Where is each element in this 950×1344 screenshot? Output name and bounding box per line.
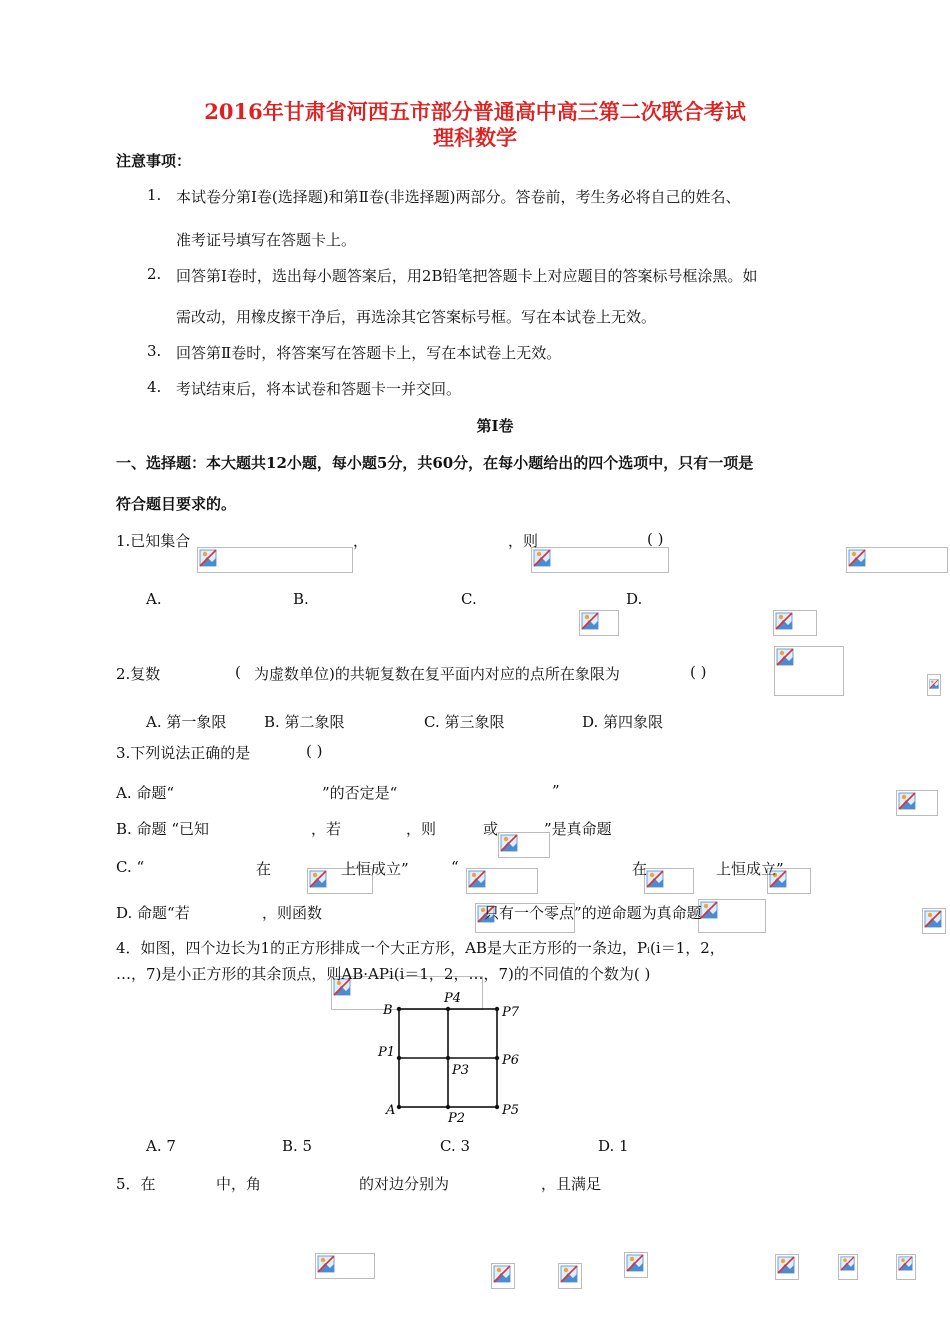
point-p1 — [397, 1056, 401, 1060]
question-1-prefix: 1.已知集合 — [116, 532, 191, 550]
broken-image-icon — [924, 910, 942, 928]
formula-image — [644, 868, 694, 894]
question-5-opposite: 的对边分别为 — [359, 1175, 450, 1193]
q3-option-a-prefix: A. 命题“ — [116, 784, 175, 802]
label-p1: P1 — [378, 1045, 396, 1060]
q4-option-b: B. 5 — [282, 1137, 313, 1155]
point-a — [397, 1105, 401, 1109]
question-5-end: ，且满足 — [541, 1175, 602, 1193]
formula-image — [466, 868, 538, 894]
q1-option-b: B. — [293, 590, 309, 608]
part1-instructions-line1: 一、选择题：本大题共12小题，每小题5分，共60分，在每小题给出的四个选项中，只有一项是 — [116, 454, 754, 472]
notice-3-line1: 回答第Ⅱ卷时，将答案写在答题卡上，写在本试卷上无效。 — [176, 344, 562, 362]
label-p5: P5 — [502, 1103, 520, 1118]
formula-image — [838, 1254, 858, 1280]
broken-image-icon — [493, 1265, 511, 1283]
notice-1-line1: 本试卷分第Ⅰ卷(选择题)和第Ⅱ卷(非选择题)两部分。答卷前，考生务必将自己的姓名、 — [176, 188, 741, 206]
q4-option-d: D. 1 — [598, 1137, 629, 1155]
formula-image — [773, 610, 817, 636]
question-1-answer-paren: ( ) — [647, 530, 664, 548]
formula-image — [579, 610, 619, 636]
broken-image-icon — [775, 612, 793, 630]
q2-option-a: A. 第一象限 — [146, 713, 227, 731]
q3-option-c-prefix: C. “ — [116, 858, 145, 876]
broken-image-icon — [309, 870, 327, 888]
q1-option-a: A. — [146, 590, 162, 608]
q3-option-a-end: ” — [552, 782, 560, 800]
broken-image-icon — [646, 870, 664, 888]
point-p5 — [495, 1105, 499, 1109]
broken-image-icon — [317, 1255, 335, 1273]
broken-image-icon — [533, 549, 551, 567]
q3-option-d-prefix: D. 命题“若 — [116, 904, 190, 922]
formula-image — [896, 1254, 916, 1280]
formula-image — [922, 908, 946, 934]
q3-option-c-quote: “ — [451, 858, 459, 876]
question-3-stem: 3.下列说法正确的是 — [116, 744, 251, 762]
q3-option-d-func: ，则函数 — [262, 904, 323, 922]
point-p3 — [446, 1056, 450, 1060]
question-2-answer-paren: ( ) — [690, 663, 707, 681]
point-p7 — [495, 1007, 499, 1011]
broken-image-icon — [700, 901, 718, 919]
question-2-stem: 为虚数单位)的共轭复数在复平面内对应的点所在象限为 — [254, 665, 620, 683]
q3-option-a-negation: ”的否定是“ — [322, 784, 398, 802]
q3-option-b-then: ，则 — [406, 820, 437, 838]
point-p2 — [446, 1105, 450, 1109]
q4-option-c: C. 3 — [440, 1137, 471, 1155]
q4-option-a: A. 7 — [146, 1137, 176, 1155]
page-subtitle: 理科数学 — [433, 125, 517, 150]
page-title: 2016年甘肃省河西五市部分普通高中高三第二次联合考试 — [204, 99, 746, 124]
notice-2-line2: 需改动，用橡皮擦干净后，再选涂其它答案标号框。写在本试卷上无效。 — [176, 308, 657, 326]
label-b: B — [383, 1003, 393, 1018]
broken-image-icon — [840, 1256, 855, 1271]
broken-image-icon — [776, 648, 794, 666]
formula-image — [531, 547, 669, 573]
formula-image — [698, 899, 766, 933]
broken-image-icon — [468, 870, 486, 888]
broken-image-icon — [898, 792, 916, 810]
broken-image-icon — [581, 612, 599, 630]
question-5-mid: 中，角 — [216, 1175, 262, 1193]
formula-image — [197, 547, 353, 573]
question-4-line2: …，7)是小正方形的其余顶点，则AB·APi(i＝1，2，…，7)的不同值的个数为( ) — [116, 965, 651, 983]
formula-image — [624, 1252, 648, 1278]
label-p4: P4 — [444, 991, 462, 1006]
notice-2-num: 2. — [147, 265, 162, 283]
question-3-answer-paren: ( ) — [306, 742, 323, 760]
formula-image — [498, 832, 550, 858]
q1-option-d: D. — [626, 590, 643, 608]
broken-image-icon — [898, 1256, 913, 1271]
part1-instructions-line2: 符合题目要求的。 — [116, 495, 237, 513]
notice-3-num: 3. — [147, 342, 162, 360]
label-p2: P2 — [448, 1111, 466, 1126]
label-p3: P3 — [452, 1063, 470, 1078]
broken-image-icon — [626, 1254, 644, 1272]
q3-option-c-hold: 上恒成立” — [341, 860, 409, 878]
q2-option-b: B. 第二象限 — [264, 713, 345, 731]
question-2-lparen: ( — [235, 663, 241, 681]
broken-image-icon — [560, 1265, 578, 1283]
formula-image — [315, 1253, 375, 1279]
formula-image — [558, 1263, 582, 1289]
q3-option-c-on: 在 — [256, 860, 272, 878]
q3-option-b-end: ”是真命题 — [544, 820, 612, 838]
point-p4 — [446, 1007, 450, 1011]
notice-heading: 注意事项： — [116, 152, 192, 170]
label-p6: P6 — [502, 1053, 520, 1068]
broken-image-icon — [500, 834, 518, 852]
notice-1-num: 1. — [147, 186, 162, 204]
question-5-prefix: 5．在 — [116, 1175, 156, 1193]
section-title: 第Ⅰ卷 — [476, 417, 514, 435]
q3-option-b-prefix: B. 命题 “已知 — [116, 820, 209, 838]
formula-image — [491, 1263, 515, 1289]
broken-image-icon — [848, 549, 866, 567]
formula-image — [775, 1254, 799, 1280]
q3-option-b-if: ，若 — [311, 820, 342, 838]
broken-image-icon — [777, 1256, 795, 1274]
formula-image — [927, 674, 941, 696]
formula-image — [846, 547, 948, 573]
question-4-line1: 4．如图，四个边长为1的正方形排成一个大正方形，AB是大正方形的一条边，Pᵢ(i＝1，2， — [116, 939, 725, 957]
question-1-comma: ， — [353, 532, 369, 550]
label-a: A — [386, 1103, 396, 1118]
notice-2-line1: 回答第Ⅰ卷时，选出每小题答案后，用2B铅笔把答题卡上对应题目的答案标号框涂黑。如 — [176, 267, 758, 285]
formula-image — [774, 646, 844, 696]
question-1-then: ，则 — [508, 532, 539, 550]
question-2-prefix: 2.复数 — [116, 665, 161, 683]
notice-1-line2: 准考证号填写在答题卡上。 — [176, 231, 357, 249]
broken-image-icon — [199, 549, 217, 567]
q1-option-c: C. — [461, 590, 477, 608]
q3-option-b-or: 或 — [483, 820, 499, 838]
q2-option-c: C. 第三象限 — [424, 713, 505, 731]
notice-4-line1: 考试结束后，将本试卷和答题卡一并交回。 — [176, 380, 462, 398]
q3-option-c-hold2: 上恒成立” — [716, 860, 784, 878]
squares-diagram — [370, 988, 530, 1128]
broken-image-icon — [929, 676, 939, 692]
notice-4-num: 4. — [147, 378, 162, 396]
point-b — [397, 1007, 401, 1011]
q3-option-d-end: 只有一个零点”的逆命题为真命题 — [484, 904, 702, 922]
formula-image — [896, 790, 938, 816]
q3-option-c-on2: 在 — [632, 860, 648, 878]
point-p6 — [495, 1056, 499, 1060]
q2-option-d: D. 第四象限 — [582, 713, 664, 731]
label-p7: P7 — [502, 1005, 520, 1020]
